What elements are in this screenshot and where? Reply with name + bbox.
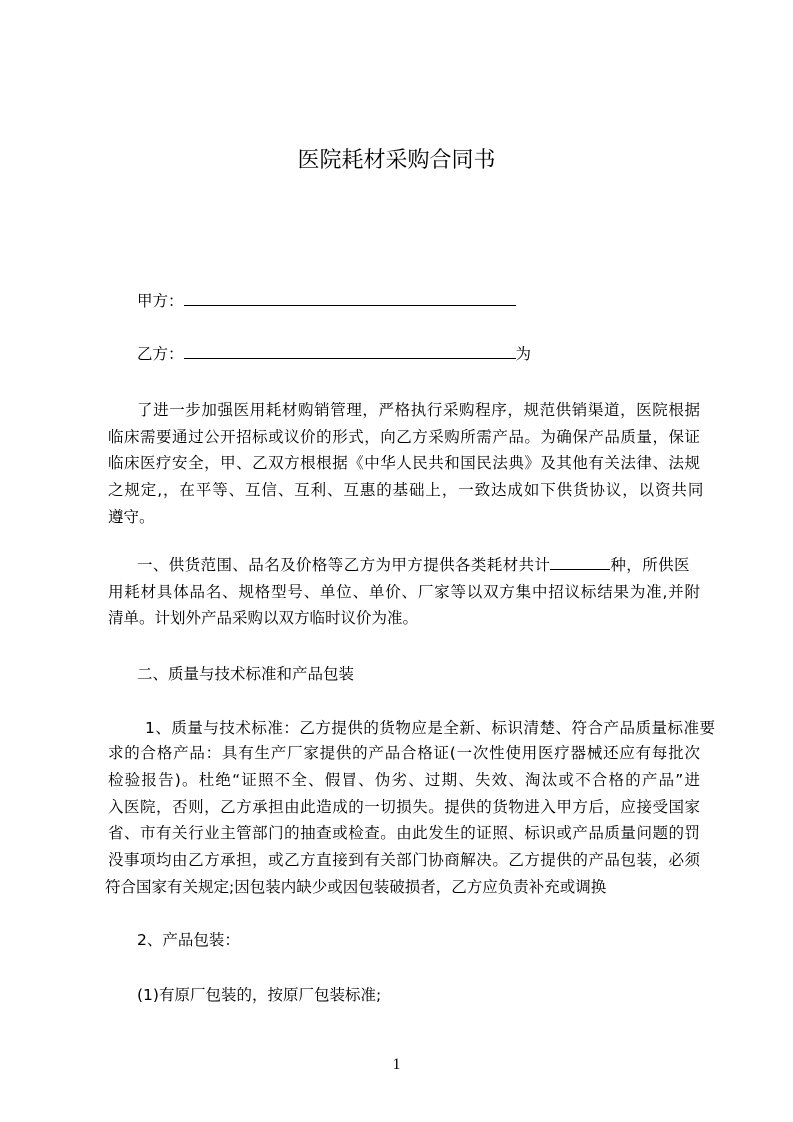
quality-line: 没事项均由乙方承担，或乙方直接到有关部门协商解决。乙方提供的产品包装，必须: [108, 851, 700, 869]
item-count-blank: [550, 555, 610, 570]
document-title: 医院耗材采购合同书: [297, 148, 496, 173]
packaging-item: (1)有原厂包装的，按原厂包装标准;: [137, 986, 382, 1004]
intro-line: 临床需要通过公开招标或议价的形式，向乙方采购所需产品。为确保产品质量，保证: [108, 428, 700, 446]
party-b-label: 乙方：: [137, 345, 184, 363]
intro-line: 遵守。: [108, 508, 155, 526]
intro-line: 临床医疗安全，甲、乙双方根根据《中华人民共和国民法典》及其他有关法律、法规: [108, 454, 700, 472]
quality-line: 省、市有关行业主管部门的抽查或检查。由此发生的证照、标识或产品质量问题的罚: [108, 824, 700, 842]
party-b-blank: [184, 344, 516, 359]
party-a-label: 甲方：: [137, 292, 184, 310]
section1-text: 种，所供医: [610, 556, 690, 574]
section1-line: [137, 555, 700, 575]
section1-text: 一、供货范围、品名及价格等乙方为甲方提供各类耗材共计: [137, 556, 551, 574]
quality-line: 1、质量与技术标准：乙方提供的货物应是全新、标识清楚、符合产品质量标准要: [145, 719, 715, 737]
party-b-line: [137, 344, 700, 364]
intro-line: 了进一步加强医用耗材购销管理，严格执行采购程序，规范供销渠道，医院根据: [137, 401, 700, 419]
section2-heading: 二、质量与技术标准和产品包装: [137, 665, 355, 683]
quality-line: 符合国家有关规定;因包装内缺少或因包装破损者，乙方应负责补充或调换: [105, 878, 607, 896]
party-a-line: [137, 291, 700, 311]
section1-line: 清单。计划外产品采购以双方临时议价为准。: [108, 609, 419, 627]
quality-line: 求的合格产品：具有生产厂家提供的产品合格证(一次性使用医疗器械还应有每批次: [108, 744, 700, 762]
party-b-trailing: 为: [515, 345, 532, 363]
party-a-blank: [184, 291, 516, 306]
quality-line: 入医院，否则，乙方承担由此造成的一切损失。提供的货物进入甲方后，应接受国家: [108, 798, 700, 816]
section1-line: 用耗材具体品名、规格型号、单位、单价、厂家等以双方集中招议标结果为准,并附: [108, 583, 700, 601]
quality-line: 检验报告)。杜绝“证照不全、假冒、伪劣、过期、失效、淘汰或不合格的产品”进: [108, 771, 700, 789]
packaging-heading: 2、产品包装：: [137, 931, 240, 949]
intro-line: 之规定,，在平等、互信、互利、互惠的基础上，一致达成如下供货协议，以资共同: [108, 481, 705, 499]
page-number: 1: [392, 1056, 401, 1073]
